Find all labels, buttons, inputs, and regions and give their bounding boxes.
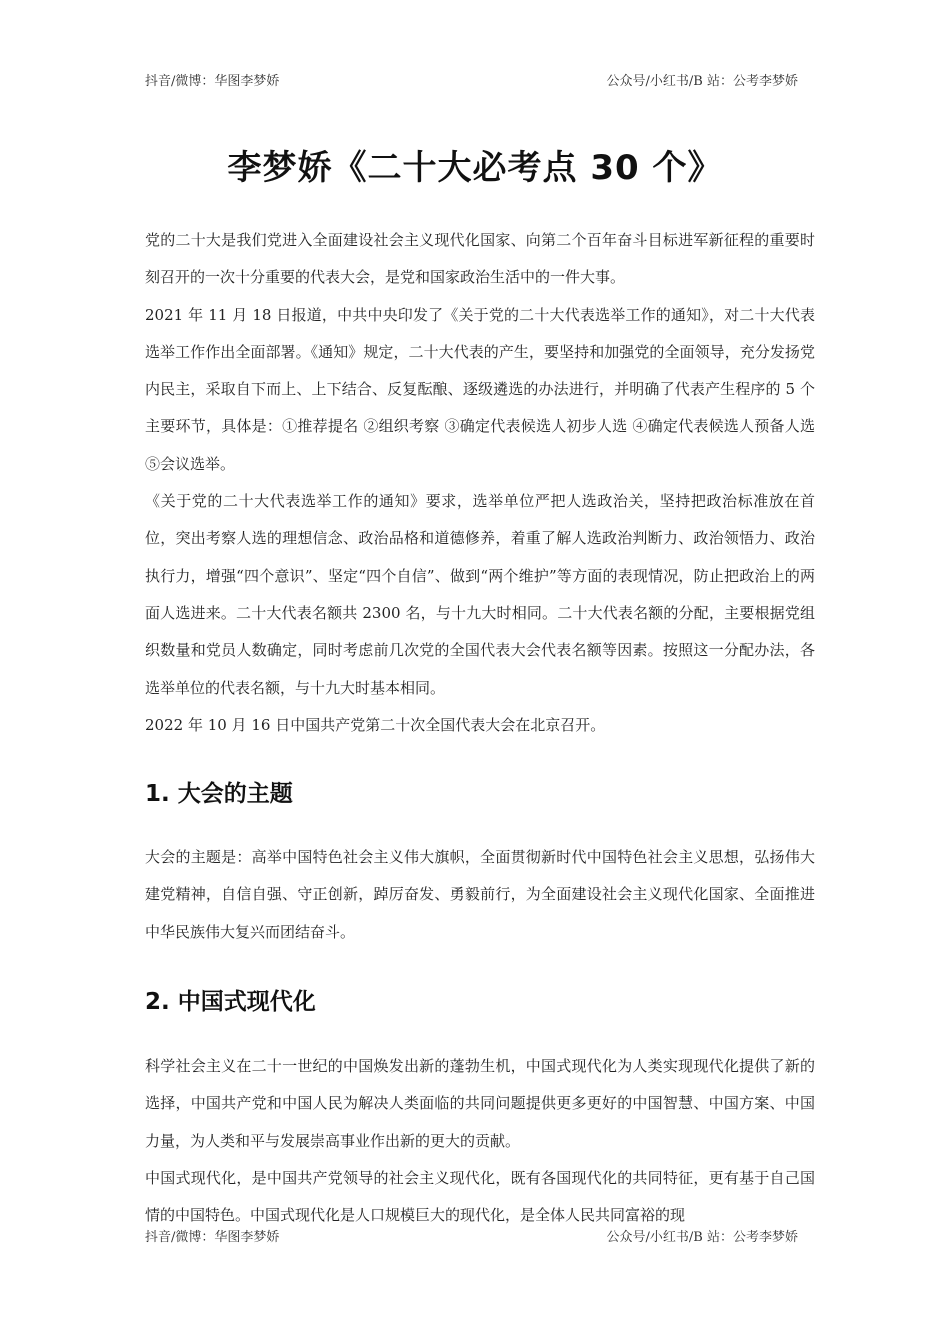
- intro-paragraph-3: 《关于党的二十大代表选举工作的通知》要求，选举单位严把人选政治关，坚持把政治标准放在首位，突出考察人选的理想信念、政治品格和道德修养，着重了解人选政治判断力、政治领悟力、政治执行力，增强“四个意识”、坚定“四个自信”、做到“两个维护”等方面的表现情况，防止把政治上的两面人选进来。二十大代表名额共 2300 名，与十九大时相同。二十大代表名额的分配，主要根据党组织数量和党员人数确定，同时考虑前几次党的全国代表大会代表名额等因素。按照这一分配办法，各选举单位的代表名额，与十九大时基本相同。: [145, 492, 815, 697]
- intro-paragraph-4: 2022 年 10 月 16 日中国共产党第二十次全国代表大会在北京召开。: [145, 715, 606, 734]
- footer-right-text: 公众号/小红书/B 站：公考李梦娇: [606, 1230, 798, 1245]
- intro-paragraph-1: 党的二十大是我们党进入全面建设社会主义现代化国家、向第二个百年奋斗目标进军新征程的重要时刻召开的一次十分重要的代表大会，是党和国家政治生活中的一件大事。: [145, 231, 815, 287]
- page-footer: [145, 1226, 798, 1245]
- section-2-paragraph-1: 科学社会主义在二十一世纪的中国焕发出新的蓬勃生机，中国式现代化为人类实现现代化提供了新的选择，中国共产党和中国人民为解决人类面临的共同问题提供更多更好的中国智慧、中国方案、中国力量，为人类和平与发展崇高事业作出新的更大的贡献。: [145, 1057, 815, 1150]
- document-body: [145, 222, 815, 1235]
- section-heading-2: 2. 中国式现代化: [145, 989, 316, 1016]
- header-left-text: 抖音/微博：华图李梦娇: [145, 74, 280, 89]
- document-title: 李梦娇《二十大必考点 30 个》: [227, 148, 723, 188]
- section-heading-1: 1. 大会的主题: [145, 781, 293, 808]
- footer-left-text: 抖音/微博：华图李梦娇: [145, 1230, 280, 1245]
- header-right-text: 公众号/小红书/B 站：公考李梦娇: [606, 74, 798, 89]
- section-2-paragraph-2: 中国式现代化，是中国共产党领导的社会主义现代化，既有各国现代化的共同特征，更有基于自己国情的中国特色。中国式现代化是人口规模巨大的现代化，是全体人民共同富裕的现: [145, 1168, 815, 1225]
- intro-paragraph-2: 2021 年 11 月 18 日报道，中共中央印发了《关于党的二十大代表选举工作的通知》，对二十大代表选举工作作出全面部署。《通知》规定，二十大代表的产生，要坚持和加强党的全面领导，充分发扬党内民主，采取自下而上、上下结合、反复酝酿、逐级遴选的办法进行，并明确了代表产生程序的 5 个主要环节，具体是：①推荐提名 ②组织考察 ③确定代表候选人初步人选 ④确定代表候选人预备人选⑤会议选举。: [145, 305, 815, 473]
- section-1-paragraph-1: 大会的主题是：高举中国特色社会主义伟大旗帜，全面贯彻新时代中国特色社会主义思想，弘扬伟大建党精神，自信自强、守正创新，踔厉奋发、勇毅前行，为全面建设社会主义现代化国家、全面推进中华民族伟大复兴而团结奋斗。: [145, 848, 815, 941]
- page-header: [145, 70, 798, 89]
